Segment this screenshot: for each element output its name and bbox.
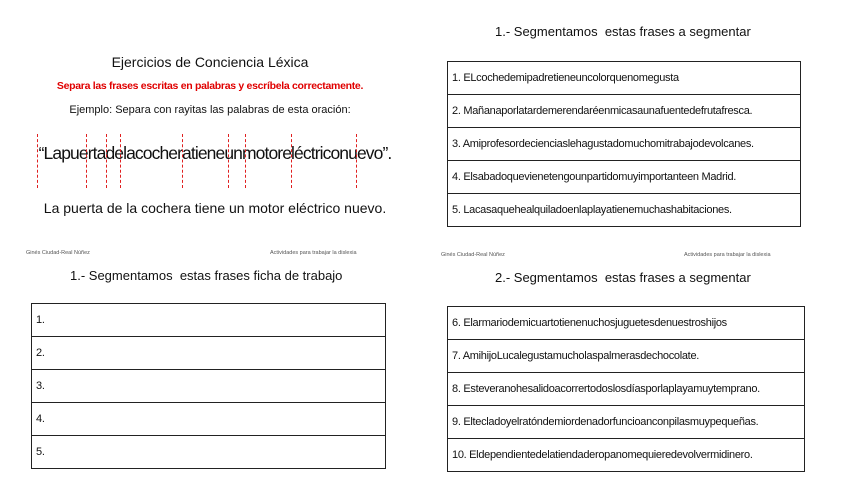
footer-activity: Actividades para trabajar la dislexia	[684, 252, 771, 258]
example-label: Ejemplo: Separa con rayitas las palabras de esta oración:	[69, 104, 351, 116]
word-separator	[182, 134, 183, 188]
word-separator	[245, 134, 246, 188]
word-separator	[86, 134, 87, 188]
table-row	[448, 95, 801, 128]
sentence-table	[447, 61, 801, 227]
table-row	[448, 406, 805, 439]
table-cell: 2.	[32, 337, 386, 370]
table-row	[448, 373, 805, 406]
table-cell: 10. Eldependientedelatiendaderopanomequieredevolvermidinero.	[448, 439, 805, 472]
sentence-table	[447, 306, 805, 472]
table-cell: 9. Eltecladoyelratóndemiordenadorfuncioanconpilasmuypequeñas.	[448, 406, 805, 439]
instruction-text: Separa las frases escritas en palabras y escríbela correctamente.	[56, 80, 364, 92]
table-cell: 1.	[32, 304, 386, 337]
word-separator	[356, 134, 357, 188]
page-title: Ejercicios de Conciencia Léxica	[111, 54, 309, 70]
table-cell: 4. Elsabadoquevienetengounpartidomuyimportanteen Madrid.	[448, 161, 801, 194]
worksheet-title: 1.- Segmentamos estas frases ficha de trabajo	[70, 268, 343, 283]
table-row	[32, 337, 386, 370]
table-cell: 4.	[32, 403, 386, 436]
table-row	[448, 307, 805, 340]
table-row	[448, 194, 801, 227]
word-separator	[120, 134, 121, 188]
word-separator	[228, 134, 229, 188]
table-cell: 5. Lacasaquehealquiladoenlaplayatienemuchashabitaciones.	[448, 194, 801, 227]
table-row	[448, 340, 805, 373]
word-separator	[106, 134, 107, 188]
answer-sentence: La puerta de la cochera tiene un motor eléctrico nuevo.	[43, 200, 387, 216]
table-cell: 8. Esteveranohesalidoacorrertodoslosdíasporlaplayamuytemprano.	[448, 373, 805, 406]
table-row	[32, 304, 386, 337]
table-cell: 1. ELcochedemipadretieneuncolorquenomegusta	[448, 62, 801, 95]
word-separator	[291, 134, 292, 188]
footer-activity: Actividades para trabajar la dislexia	[270, 250, 357, 256]
table-cell: 7. AmihijoLucalegustamucholaspalmerasdechocolate.	[448, 340, 805, 373]
table-row	[448, 161, 801, 194]
footer-author: Ginés Ciudad-Real Núñez	[441, 252, 505, 258]
table-row	[448, 62, 801, 95]
table-cell: 3. Amiprofesordecienciaslehagustadomuchomitrabajodevolcanes.	[448, 128, 801, 161]
word-separator	[37, 134, 38, 188]
worksheet-title: 1.- Segmentamos estas frases a segmentar	[495, 24, 751, 39]
table-row	[32, 436, 386, 469]
joined-sentence: “Lapuertadelacocheratieneunmotoreléctriconuevo”.	[38, 143, 392, 163]
table-row	[448, 439, 805, 472]
table-cell: 5.	[32, 436, 386, 469]
table-row	[32, 370, 386, 403]
table-cell: 2. Mañanaporlatardemerendaréenmicasaunafuentedefrutafresca.	[448, 95, 801, 128]
worksheet-title: 2.- Segmentamos estas frases a segmentar	[495, 270, 751, 285]
table-cell: 3.	[32, 370, 386, 403]
table-row	[448, 128, 801, 161]
answer-table	[31, 303, 386, 469]
table-cell: 6. Elarmariodemicuartotienenuchosjuguetesdenuestroshijos	[448, 307, 805, 340]
footer-author: Ginés Ciudad-Real Núñez	[26, 250, 90, 256]
table-row	[32, 403, 386, 436]
